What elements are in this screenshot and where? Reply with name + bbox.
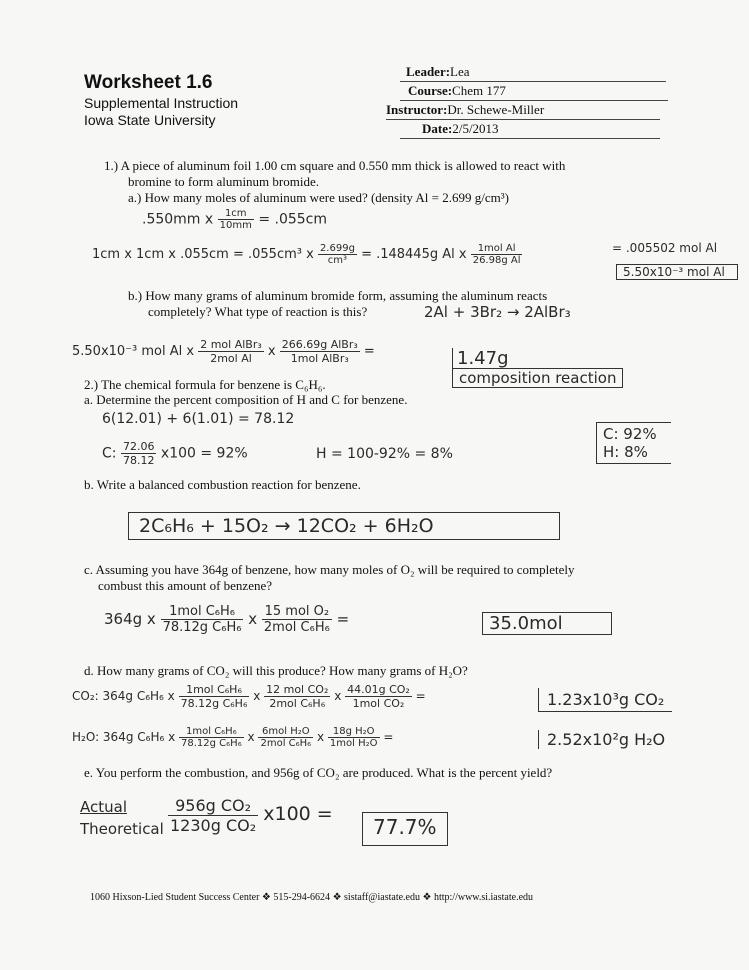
fraction: $\frac{\text{15 mol O₂}}{\text{2mol C₆H₆}}$ <box>263 604 330 635</box>
subtitle-university: Iowa State University <box>84 112 216 128</box>
answer-box-2d-co2: 1.23x10³g CO₂ <box>538 688 672 712</box>
header-meta <box>386 63 668 139</box>
fraction: $\frac{\text{1mol C₆H₆}}{\text{78.12g C₆H₆}}$ <box>180 683 248 710</box>
instructor-row: Instructor:Dr. Schewe-Miller <box>386 101 660 120</box>
work-1a-result: = .005502 mol Al <box>612 241 718 255</box>
question-1b-cont: completely? What type of reaction is this? <box>148 304 368 319</box>
work-2c-line1: 364g x $\frac{\text{1mol C₆H₆}}{\text{78.12g C₆H₆}}$ x $\frac{\text{15 mol O₂}}{\text{2mol C₆H₆}}$ = <box>104 604 350 635</box>
fraction: $\frac{\text{44.01g CO₂}}{\text{1mol CO₂}}$ <box>347 683 410 710</box>
work-1a-line2: 1cm x 1cm x .055cm = .055cm³ x $\frac{2.699g}{\text{cm³}}$ = .148445g Al x $\frac{\text{1mol Al}}{\text{26.98g Al}}$ <box>92 243 521 266</box>
fraction: $\frac{1cm}{10mm}$ <box>219 208 252 231</box>
answer-box-1a: 5.50x10⁻³ mol Al <box>616 264 738 280</box>
question-2b: b. Write a balanced combustion reaction for benzene. <box>84 477 361 492</box>
question-2c: c. Assuming you have 364g of benzene, how many moles of O₂ will be required to completely <box>84 562 575 577</box>
answer-box-2d-h2o: 2.52x10²g H₂O <box>538 730 673 749</box>
fraction: $\frac{\text{12 mol CO₂}}{\text{2mol C₆H₆}}$ <box>266 683 329 710</box>
footer: 1060 Hixson-Lied Student Success Center ❖ 515-294-6624 ❖ sistaff@iastate.edu ❖ http://www.si.iastate.edu <box>90 892 534 903</box>
fraction: $\frac{\text{1mol Al}}{\text{26.98g Al}}$ <box>472 243 521 266</box>
work-1a-line1: .550mm x $\frac{1cm}{10mm}$ = .055cm <box>142 208 327 231</box>
fraction: $\frac{\text{18g H₂O}}{\text{1mol H₂O}}$ <box>329 726 378 749</box>
question-2c-cont: combust this amount of benzene? <box>98 578 273 593</box>
fraction: $\frac{2.699g}{\text{cm³}}$ <box>319 243 355 266</box>
work-2a-hydrogen: H = 100-92% = 8% <box>316 446 453 462</box>
question-2e: e. You perform the combustion, and 956g of CO₂ are produced. What is the percent yield? <box>84 765 553 780</box>
work-2d-co2: CO₂: 364g C₆H₆ x $\frac{\text{1mol C₆H₆}}{\text{78.12g C₆H₆}}$ x $\frac{\text{12 mol CO₂}}{\text{2mol C₆H₆}}$ x $\frac{\text{44.01g CO₂}}{\text{1mol CO₂}}$ = <box>72 683 426 710</box>
work-1b-reaction: 2Al + 3Br₂ → 2AlBr₃ <box>424 303 571 321</box>
work-2e-fraction: $\frac{\text{956g CO₂}}{\text{1230g CO₂}}$ x100 = <box>170 796 333 835</box>
work-1b-line1: 5.50x10⁻³ mol Al x $\frac{\text{2 mol AlBr₃}}{\text{2mol Al}}$ x $\frac{\text{266.69g AlBr₃}}{\text{1mol AlBr₃}}$ = <box>72 338 375 365</box>
fraction: $\frac{72.06}{78.12}$ <box>122 440 155 467</box>
fraction: $\frac{\text{2 mol AlBr₃}}{\text{2mol Al}}$ <box>200 338 262 365</box>
fraction: $\frac{\text{6mol H₂O}}{\text{2mol C₆H₆}}$ <box>260 726 312 749</box>
separator-icon: ❖ <box>422 892 432 903</box>
answer-box-1b: 1.47g <box>452 348 509 369</box>
answer-box-2b: 2C₆H₆ + 15O₂ → 12CO₂ + 6H₂O <box>128 512 560 540</box>
work-2d-h2o: H₂O: 364g C₆H₆ x $\frac{\text{1mol C₆H₆}}{\text{78.12g C₆H₆}}$ x $\frac{\text{6mol H₂O}}{\text{2mol C₆H₆}}$ x $\frac{\text{18g H₂O}}{\text{1mol H₂O}}$ = <box>72 726 394 749</box>
footer-email: sistaff@iastate.edu <box>344 892 420 903</box>
leader-row: Leader:Lea <box>400 63 666 82</box>
answer-box-2e: 77.7% <box>362 812 448 846</box>
footer-url: http://www.si.iastate.edu <box>433 892 534 903</box>
fraction: $\frac{\text{1mol C₆H₆}}{\text{78.12g C₆H₆}}$ <box>162 604 242 635</box>
separator-icon: ❖ <box>261 892 271 903</box>
question-2d: d. How many grams of CO₂ will this produce? How many grams of H₂O? <box>84 663 468 678</box>
separator-icon: ❖ <box>332 892 342 903</box>
course-row: Course:Chem 177 <box>400 82 668 101</box>
answer-box-2c: 35.0mol <box>482 612 612 635</box>
answer-box-1b-type: composition reaction <box>452 368 623 388</box>
question-1: 1.) A piece of aluminum foil 1.00 cm square and 0.550 mm thick is allowed to react with <box>104 158 566 173</box>
work-2a-line2: C: $\frac{72.06}{78.12}$ x100 = 92% <box>102 440 248 467</box>
question-2a: a. Determine the percent composition of H and C for benzene. <box>84 392 408 407</box>
question-1-cont: bromine to form aluminum bromide. <box>128 174 319 189</box>
question-1a: a.) How many moles of aluminum were used? (density Al = 2.699 g/cm³) <box>128 190 509 205</box>
fraction: $\frac{\text{266.69g AlBr₃}}{\text{1mol AlBr₃}}$ <box>281 338 358 365</box>
date-row: Date:2/5/2013 <box>400 120 660 139</box>
fraction: $\frac{\text{956g CO₂}}{\text{1230g CO₂}}$ <box>170 796 257 835</box>
work-2e-labels: Actual Theoretical <box>80 798 164 838</box>
answer-box-2a: C: 92% H: 8% <box>596 422 671 464</box>
subtitle-program: Supplemental Instruction <box>84 95 239 111</box>
work-2a-line1: 6(12.01) + 6(1.01) = 78.12 <box>102 411 295 427</box>
worksheet-title: Worksheet 1.6 <box>84 72 213 93</box>
fraction: $\frac{\text{1mol C₆H₆}}{\text{78.12g C₆H₆}}$ <box>181 726 242 749</box>
question-1b: b.) How many grams of aluminum bromide form, assuming the aluminum reacts <box>128 288 548 303</box>
question-2: 2.) The chemical formula for benzene is C₆H₆. <box>84 377 326 392</box>
